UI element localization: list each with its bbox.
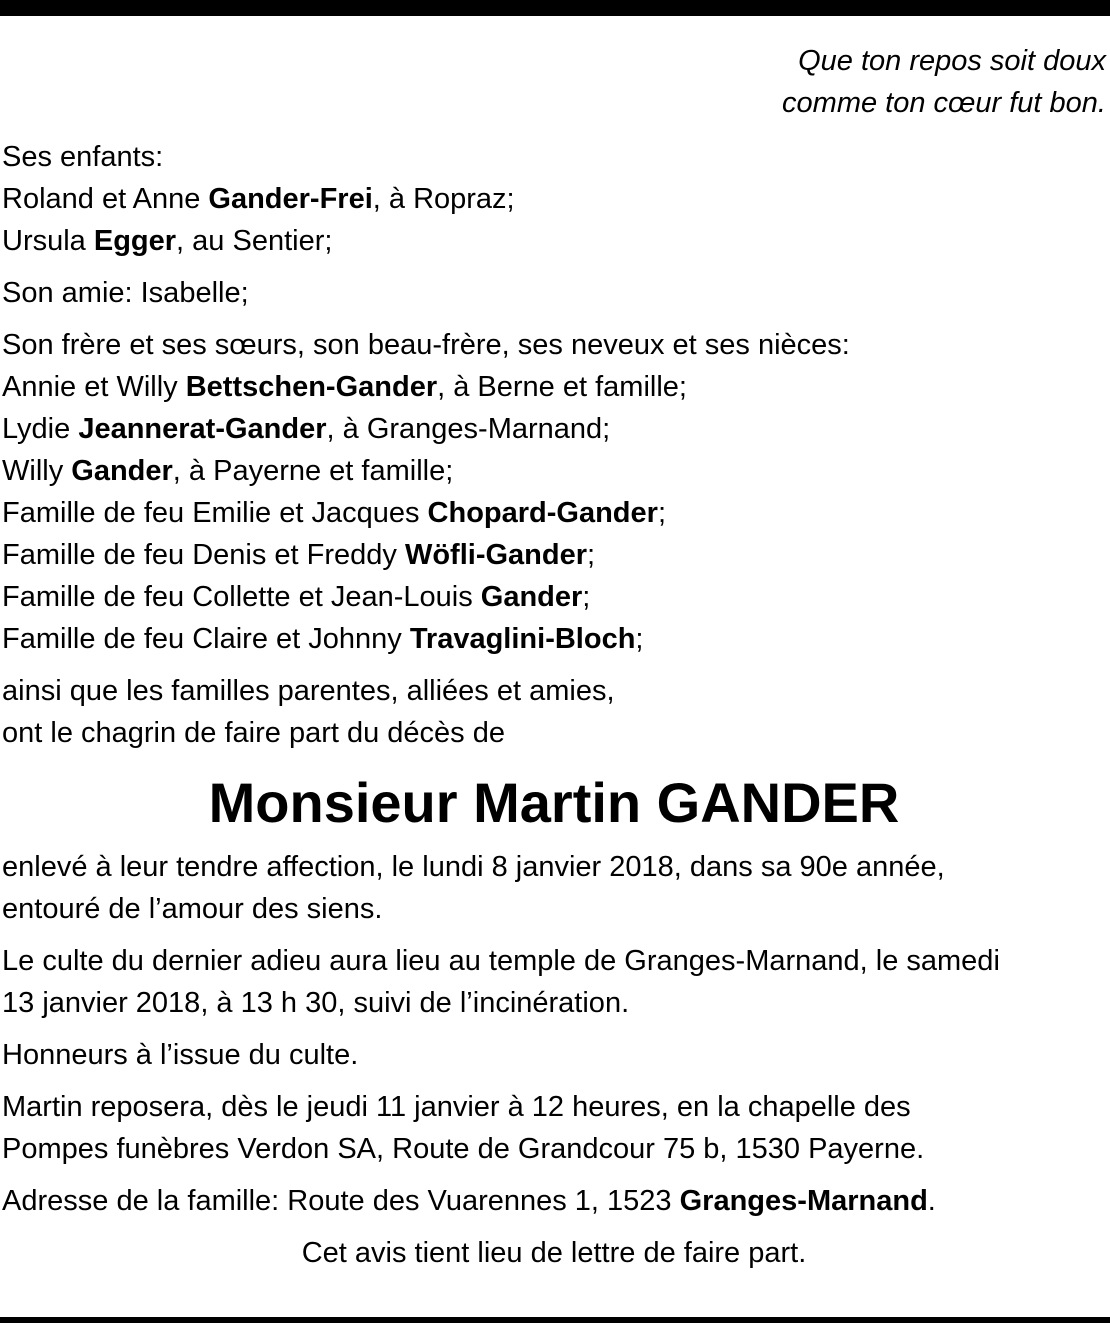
death-notice <box>2 846 1106 930</box>
entry-text: Annie et Willy <box>2 371 186 403</box>
entry-surname: Gander <box>71 455 173 487</box>
notice-line: entouré de l’amour des siens. <box>2 893 383 925</box>
bottom-rule <box>0 1317 1110 1323</box>
entry-surname: Gander-Frei <box>208 183 373 215</box>
families-line: ainsi que les familles parentes, alliées et amies, <box>2 675 615 707</box>
service-line: 13 janvier 2018, à 13 h 30, suivi de l’incinération. <box>2 987 630 1019</box>
address-text: Adresse de la famille: Route des Vuarennes 1, 1523 <box>2 1185 680 1217</box>
family-entry <box>2 618 1106 660</box>
obituary-notice <box>2 40 1106 1274</box>
notice-line: enlevé à leur tendre affection, le lundi 8 janvier 2018, dans sa 90e année, <box>2 851 945 883</box>
entry-text: , au Sentier; <box>176 225 333 257</box>
address-town: Granges-Marnand <box>679 1185 928 1217</box>
entry-surname: Chopard-Gander <box>427 497 658 529</box>
viewing-line: Martin reposera, dès le jeudi 11 janvier à 12 heures, en la chapelle des <box>2 1091 911 1123</box>
family-entry <box>2 408 1106 450</box>
top-rule <box>0 0 1110 16</box>
family-entry <box>2 576 1106 618</box>
entry-text: ; <box>582 581 591 613</box>
family-entry <box>2 450 1106 492</box>
family-entry <box>2 366 1106 408</box>
entry-text: Ursula <box>2 225 94 257</box>
viewing-line: Pompes funèbres Verdon SA, Route de Grandcour 75 b, 1530 Payerne. <box>2 1133 925 1165</box>
family-address <box>2 1180 1106 1222</box>
entry-surname: Bettschen-Gander <box>185 371 438 403</box>
family-entry <box>2 492 1106 534</box>
families-section <box>2 670 1106 754</box>
closing-note: Cet avis tient lieu de lettre de faire part. <box>301 1237 807 1269</box>
honors-line: Honneurs à l’issue du culte. <box>2 1039 359 1071</box>
viewing-details <box>2 1086 1106 1170</box>
entry-surname: Travaglini-Bloch <box>409 623 636 655</box>
section-heading: Ses enfants: <box>2 141 164 173</box>
entry-text: Famille de feu Emilie et Jacques <box>2 497 428 529</box>
epigraph-line: Que ton repos soit doux <box>798 45 1106 77</box>
families-line: ont le chagrin de faire part du décès de <box>2 717 505 749</box>
deceased-name: Monsieur Martin GANDER <box>208 771 900 834</box>
family-entry <box>2 178 1106 220</box>
siblings-section <box>2 324 1106 660</box>
entry-surname: Jeannerat-Gander <box>78 413 327 445</box>
entry-text: Lydie <box>2 413 79 445</box>
address-text: . <box>927 1185 936 1217</box>
entry-surname: Egger <box>93 225 177 257</box>
entry-text: , à Granges-Marnand; <box>326 413 611 445</box>
service-line: Le culte du dernier adieu aura lieu au temple de Granges-Marnand, le samedi <box>2 945 1000 977</box>
service-details <box>2 940 1106 1024</box>
entry-surname: Gander <box>480 581 583 613</box>
entry-text: Famille de feu Claire et Johnny <box>2 623 410 655</box>
children-section <box>2 136 1106 262</box>
entry-text: ; <box>635 623 644 655</box>
family-entry <box>2 534 1106 576</box>
family-entry <box>2 220 1106 262</box>
section-heading: Son frère et ses sœurs, son beau-frère, ses neveux et ses nièces: <box>2 329 850 361</box>
entry-text: , à Payerne et famille; <box>172 455 454 487</box>
entry-text: , à Ropraz; <box>372 183 515 215</box>
entry-text: , à Berne et famille; <box>437 371 687 403</box>
friend-line: Son amie: Isabelle; <box>2 277 249 309</box>
entry-text: Roland et Anne <box>2 183 209 215</box>
entry-text: Famille de feu Denis et Freddy <box>2 539 405 571</box>
entry-surname: Wöfli-Gander <box>404 539 588 571</box>
epigraph <box>2 40 1106 124</box>
epigraph-line: comme ton cœur fut bon. <box>782 87 1106 119</box>
entry-text: Willy <box>2 455 72 487</box>
entry-text: Famille de feu Collette et Jean-Louis <box>2 581 481 613</box>
entry-text: ; <box>657 497 666 529</box>
entry-text: ; <box>587 539 596 571</box>
